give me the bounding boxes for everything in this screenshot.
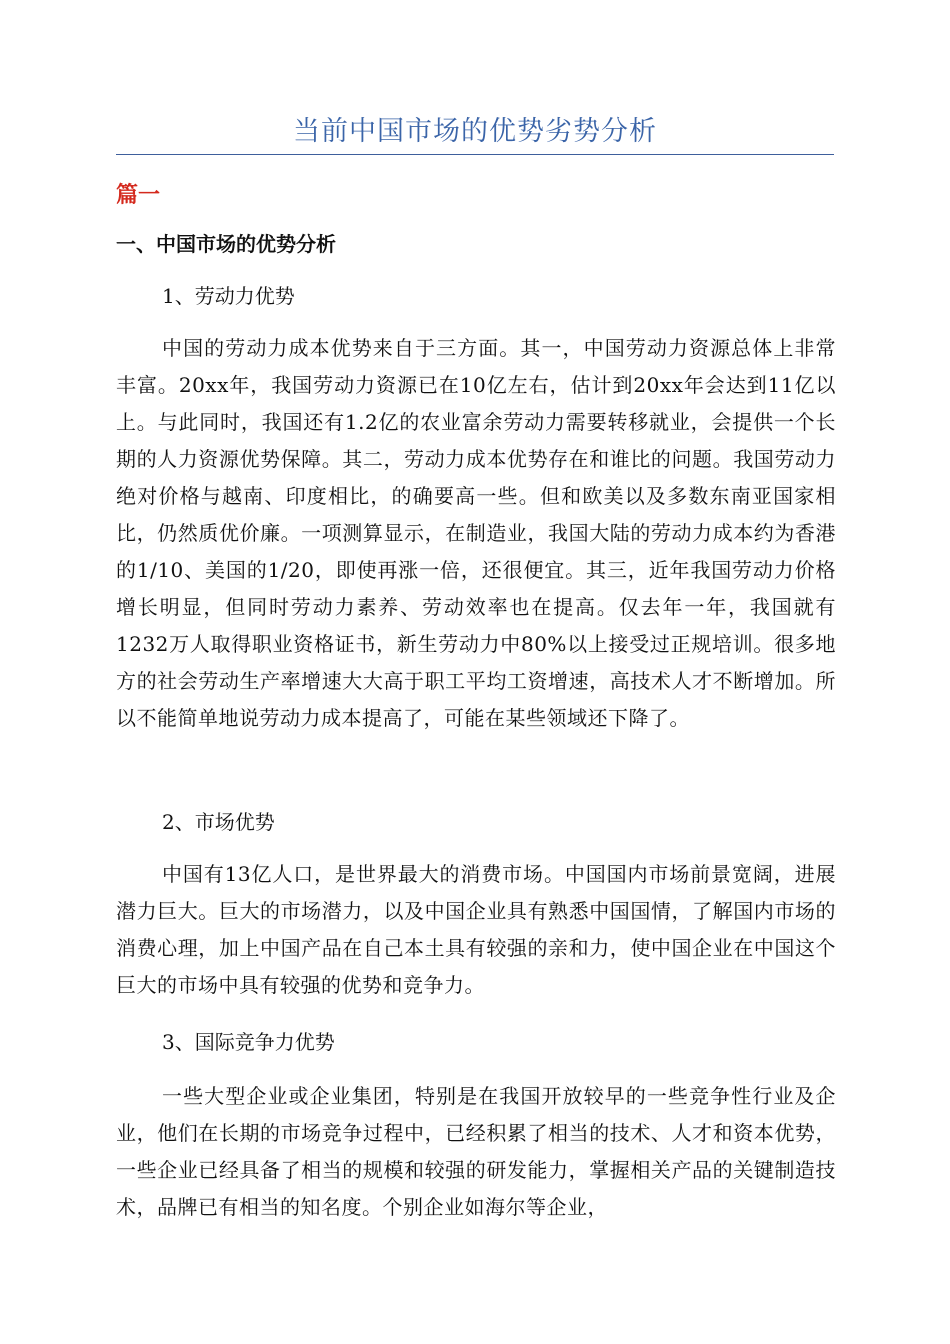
subsection-heading-labor: 1、劳动力优势 [162,284,295,308]
paragraph-competitiveness: 一些大型企业或企业集团，特别是在我国开放较早的一些竞争性行业及企业，他们在长期的市场竞争过程中，已经积累了相当的技术、人才和资本优势，一些企业已经具备了相当的规模和较强的研发能力，掌握相关产品的关键制造技术，品牌已有相当的知名度。个别企业如海尔等企业， [116,1084,836,1219]
part-label: 篇一 [116,183,161,208]
paragraph-market: 中国有13亿人口，是世界最大的消费市场。中国国内市场前景宽阔，进展潜力巨大。巨大的市场潜力，以及中国企业具有熟悉中国国情，了解国内市场的消费心理，加上中国产品在自己本土具有较强的亲和力，使中国企业在中国这个巨大的市场中具有较强的优势和竞争力。 [116,862,836,997]
section-heading: 一、中国市场的优势分析 [116,232,336,256]
document-title: 当前中国市场的优势劣势分析 [293,116,657,147]
title-underline [116,154,834,155]
subsection-heading-market: 2、市场优势 [162,810,275,834]
subsection-heading-competitiveness: 3、国际竞争力优势 [162,1030,335,1054]
paragraph-labor: 中国的劳动力成本优势来自于三方面。其一，中国劳动力资源总体上非常丰富。20xx年，我国劳动力资源已在10亿左右，估计到20xx年会达到11亿以上。与此同时，我国还有1.2亿的农业富余劳动力需要转移就业，会提供一个长期的人力资源优势保障。其二，劳动力成本优势存在和谁比的问题。我国劳动力绝对价格与越南、印度相比，的确要高一些。但和欧美以及多数东南亚国家相比，仍然质优价廉。一项测算显示，在制造业，我国大陆的劳动力成本约为香港的1/10、美国的1/20，即使再涨一倍，还很便宜。其三，近年我国劳动力价格增长明显，但同时劳动力素养、劳动效率也在提高。仅去年一年，我国就有1232万人取得职业资格证书，新生劳动力中80%以上接受过正规培训。很多地方的社会劳动生产率增速大大高于职工平均工资增速，高技术人才不断增加。所以不能简单地说劳动力成本提高了，可能在某些领域还下降了。 [116,336,836,730]
